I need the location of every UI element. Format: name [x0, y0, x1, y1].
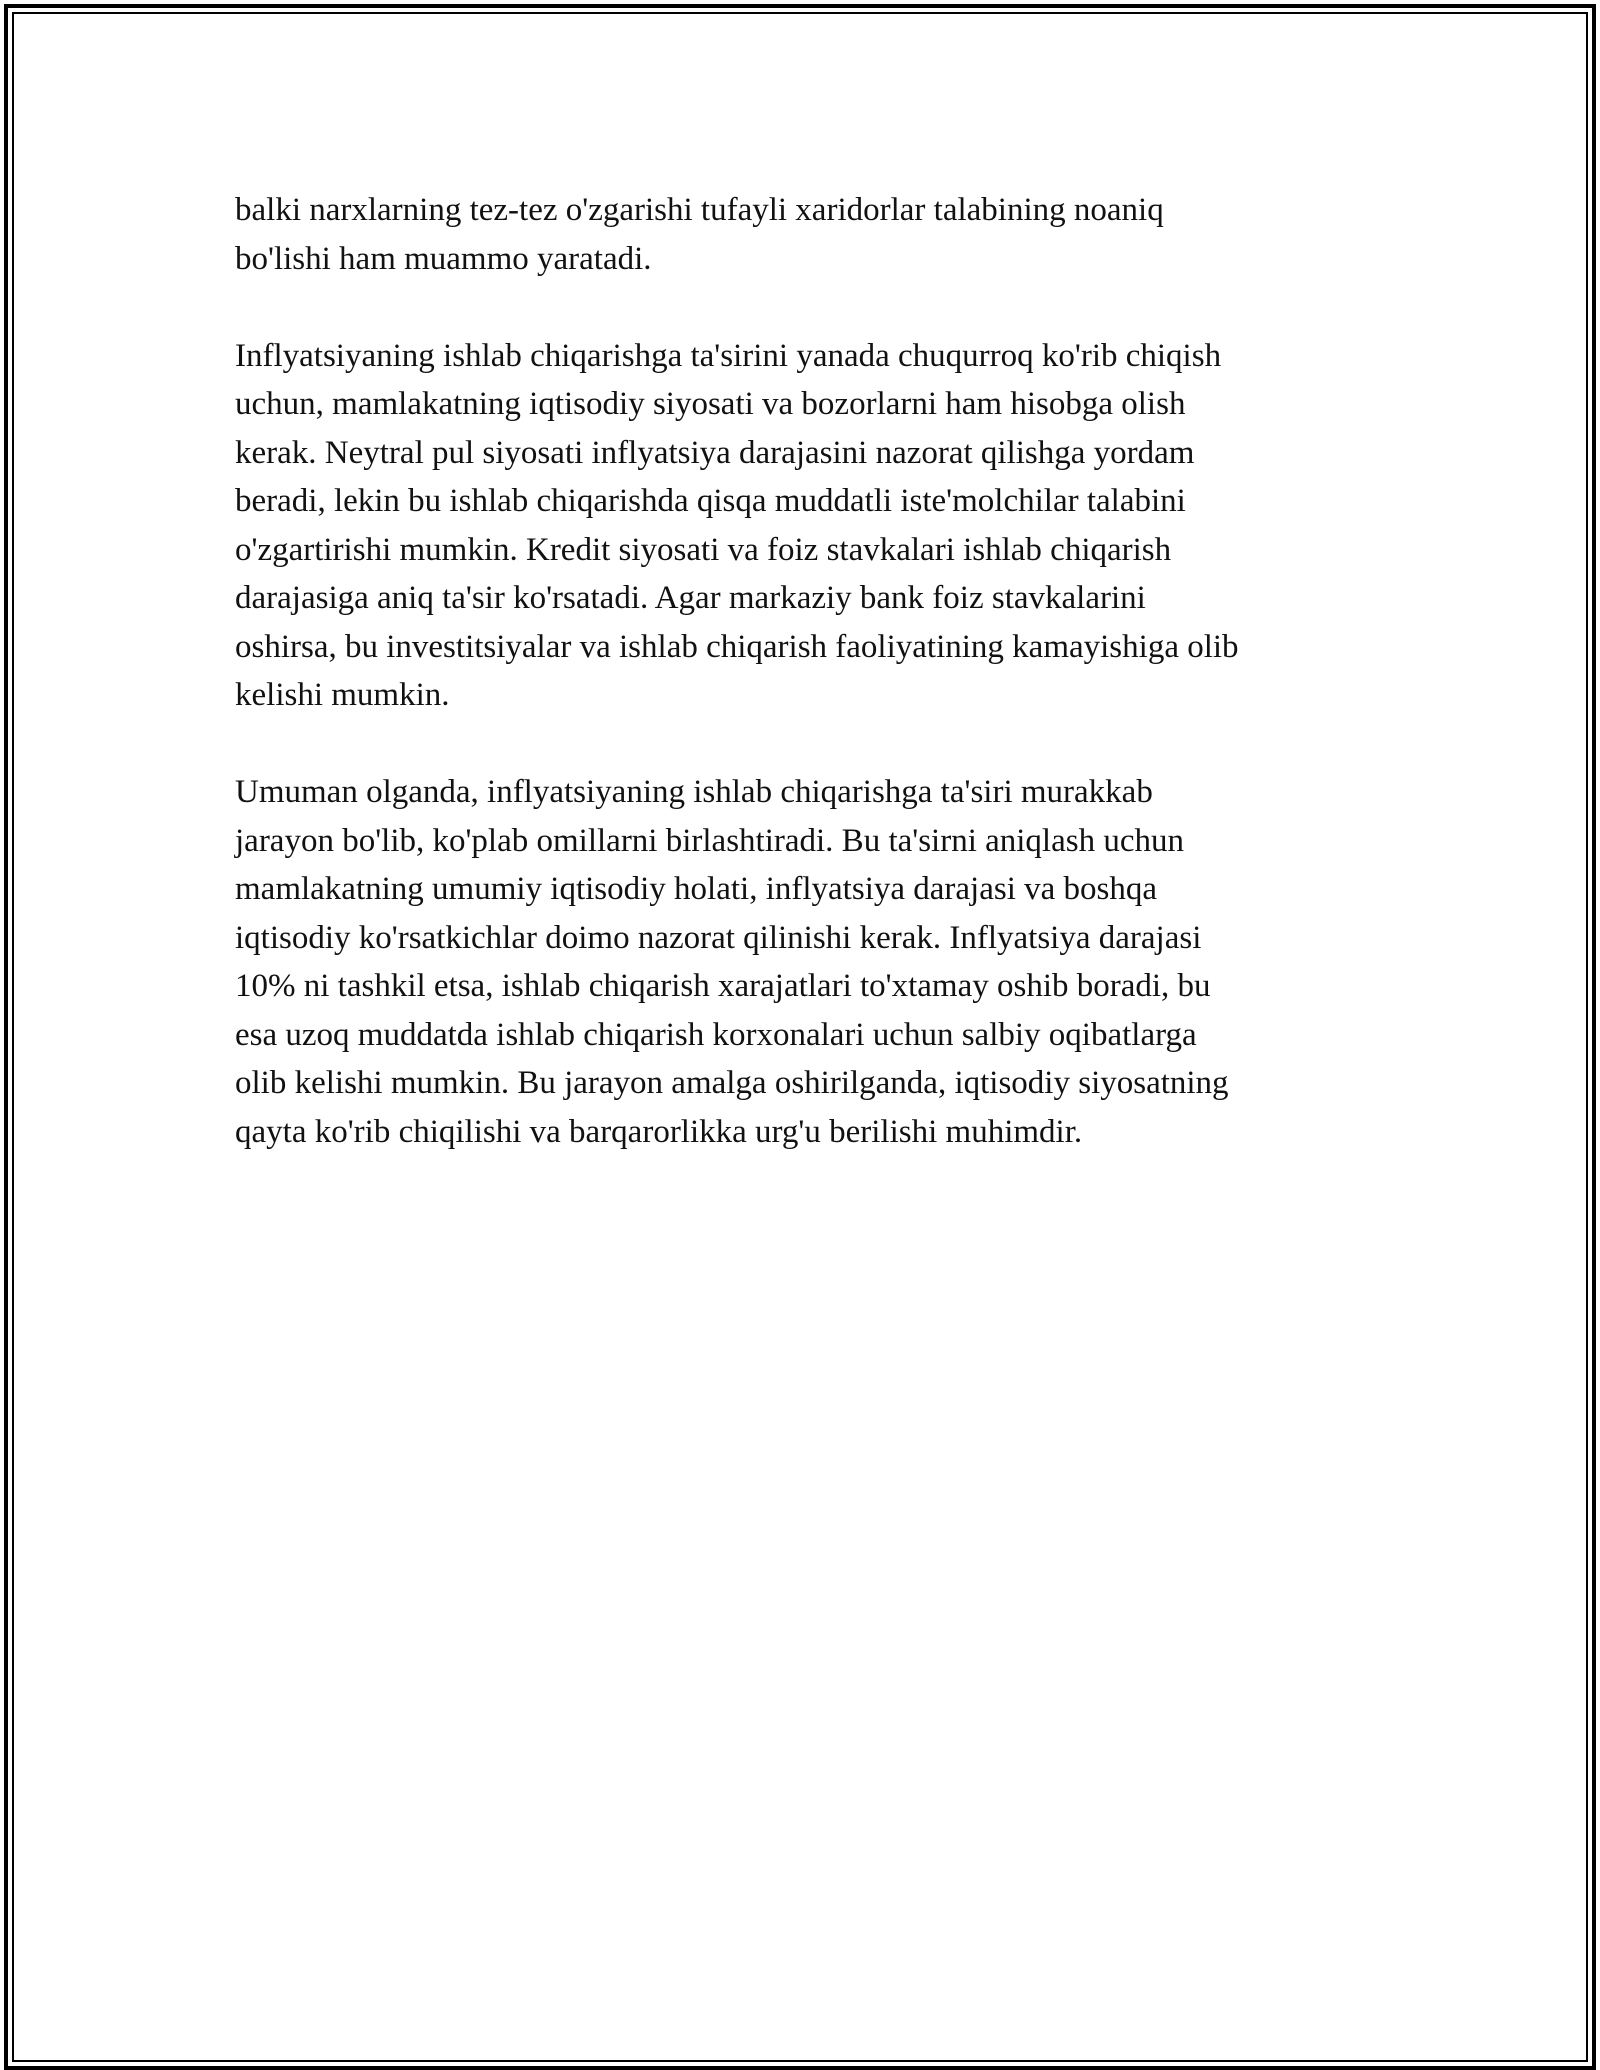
text-line: Inflyatsiyaning ishlab chiqarishga ta'sirini yanada chuqurroq ko'rib chiqish — [235, 337, 1222, 374]
text-line: beradi, lekin bu ishlab chiqarishda qisqa muddatli iste'molchilar talabini — [235, 483, 1186, 519]
text-line: esa uzoq muddatda ishlab chiqarish korxonalari uchun salbiy oqibatlarga — [235, 1016, 1197, 1053]
text-line: balki narxlarning tez-tez o'zgarishi tufayli xaridorlar talabining noaniq — [235, 192, 1164, 228]
text-line: olib kelishi mumkin. Bu jarayon amalga oshirilganda, iqtisodiy siyosatning — [235, 1065, 1229, 1101]
paragraph-1 — [235, 186, 1365, 283]
text-line: jarayon bo'lib, ko'plab omillarni birlashtiradi. Bu ta'sirni aniqlash uchun — [235, 822, 1184, 859]
document-body — [235, 186, 1365, 1205]
paragraph-3 — [235, 768, 1365, 1156]
text-line: 10% ni tashkil etsa, ishlab chiqarish xarajatlari to'xtamay oshib boradi, bu — [235, 968, 1211, 1004]
text-line: kelishi mumkin. — [235, 677, 450, 713]
text-line: oshirsa, bu investitsiyalar va ishlab chiqarish faoliyatining kamayishiga olib — [235, 628, 1239, 665]
text-line: kerak. Neytral pul siyosati inflyatsiya darajasini nazorat qilishga yordam — [235, 434, 1195, 471]
text-line: uchun, mamlakatning iqtisodiy siyosati va bozorlarni ham hisobga olish — [235, 386, 1186, 422]
text-line: bo'lishi ham muammo yaratadi. — [235, 240, 652, 277]
paragraph-2 — [235, 332, 1365, 720]
text-line: mamlakatning umumiy iqtisodiy holati, inflyatsiya darajasi va boshqa — [235, 871, 1158, 907]
text-line: iqtisodiy ko'rsatkichlar doimo nazorat qilinishi kerak. Inflyatsiya darajasi — [235, 919, 1202, 956]
text-line: qayta ko'rib chiqilishi va barqarorlikka urg'u berilishi muhimdir. — [235, 1113, 1083, 1150]
text-line: darajasiga aniq ta'sir ko'rsatadi. Agar markaziy bank foiz stavkalarini — [235, 580, 1146, 616]
text-line: o'zgartirishi mumkin. Kredit siyosati va foiz stavkalari ishlab chiqarish — [235, 531, 1172, 568]
text-line: Umuman olganda, inflyatsiyaning ishlab chiqarishga ta'siri murakkab — [235, 774, 1153, 810]
